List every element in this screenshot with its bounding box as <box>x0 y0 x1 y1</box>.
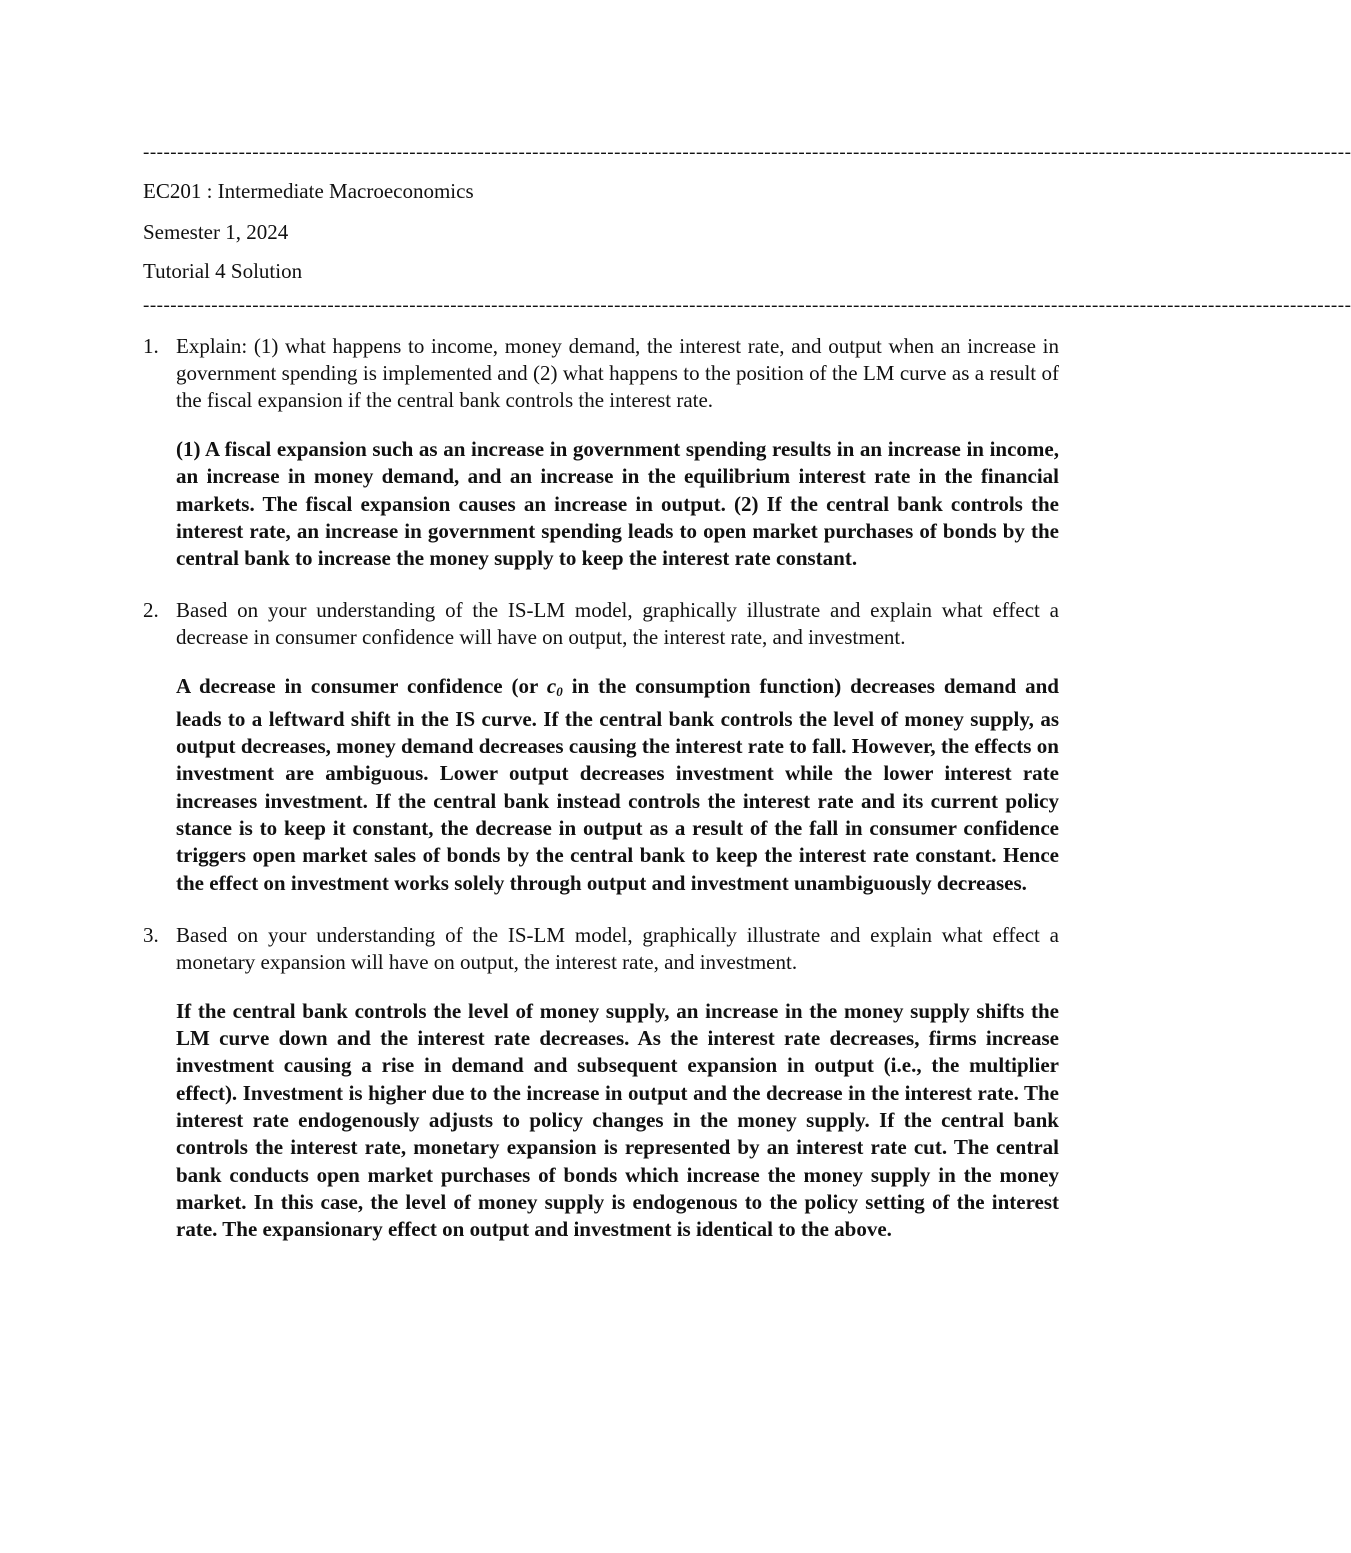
course-title: EC201 : Intermediate Macroeconomics <box>143 179 474 203</box>
question-list <box>143 333 1059 1244</box>
question-2 <box>143 597 1059 896</box>
question-number: 3. <box>143 922 159 947</box>
tutorial-title: Tutorial 4 Solution <box>143 259 303 283</box>
question-answer: (1) A fiscal expansion such as an increase in government spending results in an increase in income, an increase in money demand, and an increase in the equilibrium interest rate in the financial markets. The fiscal expansion causes an increase in output. (2) If the central bank controls the interest rate, an increase in government spending leads to open market purchases of bonds by the central bank to increase the money supply to keep the interest rate constant. <box>176 437 1059 571</box>
question-answer: If the central bank controls the level of money supply, an increase in the money supply shifts the LM curve down and the interest rate decreases. As the interest rate decreases, firms increase investment causing a rise in demand and subsequent expansion in output (i.e., the multiplier effect). Investment is higher due to the increase in output and the decrease in the interest rate. The interest rate endogenously adjusts to policy changes in the money supply. If the central bank controls the interest rate, monetary expansion is represented by an interest rate cut. The central bank conducts open market purchases of bonds which increase the money supply in the money market. In this case, the level of money supply is endogenous to the policy setting of the interest rate. The expansionary effect on output and investment is identical to the above. <box>176 998 1059 1242</box>
question-prompt: Explain: (1) what happens to income, money demand, the interest rate, and output when an increase in government spending is implemented and (2) what happens to the position of the LM curve as a result of the fiscal expansion if the central bank controls the interest rate. <box>176 334 1059 412</box>
answer-text-end: in the consumption function) decreases demand and leads to a leftward shift in the IS curve. If the central bank controls the level of money supply, as output decreases, money demand decreases causing the interest rate to fall. However, the effects on investment are ambiguous. Lower output decreases investment while the lower interest rate increases investment. If the central bank instead controls the interest rate and its current policy stance is to keep it constant, the decrease in output as a result of the fall in consumer confidence triggers open market sales of bonds by the central bank to keep the interest rate constant. Hence the effect on investment works solely through output and investment unambiguously decreases. <box>176 674 1059 895</box>
answer-text-start: A decrease in consumer confidence (or <box>176 674 547 699</box>
question-3 <box>143 922 1059 1244</box>
question-number: 2. <box>143 598 159 623</box>
question-answer <box>176 673 1059 896</box>
question-prompt: Based on your understanding of the IS-LM model, graphically illustrate and explain what effect a monetary expansion will have on output, the interest rate, and investment. <box>176 922 1059 974</box>
semester-label: Semester 1, 2024 <box>143 220 289 244</box>
top-divider: --------------------------------------------------------------------------------------------------------------------------------------------------------------------------------- <box>143 142 1351 163</box>
question-number: 1. <box>143 334 159 358</box>
subscript-zero: 0 <box>556 684 563 700</box>
consumption-parameter-symbol: $c_0$ <box>546 674 563 700</box>
bottom-divider: --------------------------------------------------------------------------------------------------------------------------------------------------------------------------------- <box>143 295 1351 316</box>
question-prompt: Based on your understanding of the IS-LM model, graphically illustrate and explain what effect a decrease in consumer confidence will have on output, the interest rate, and investment. <box>176 598 1059 650</box>
question-1 <box>143 333 1059 572</box>
